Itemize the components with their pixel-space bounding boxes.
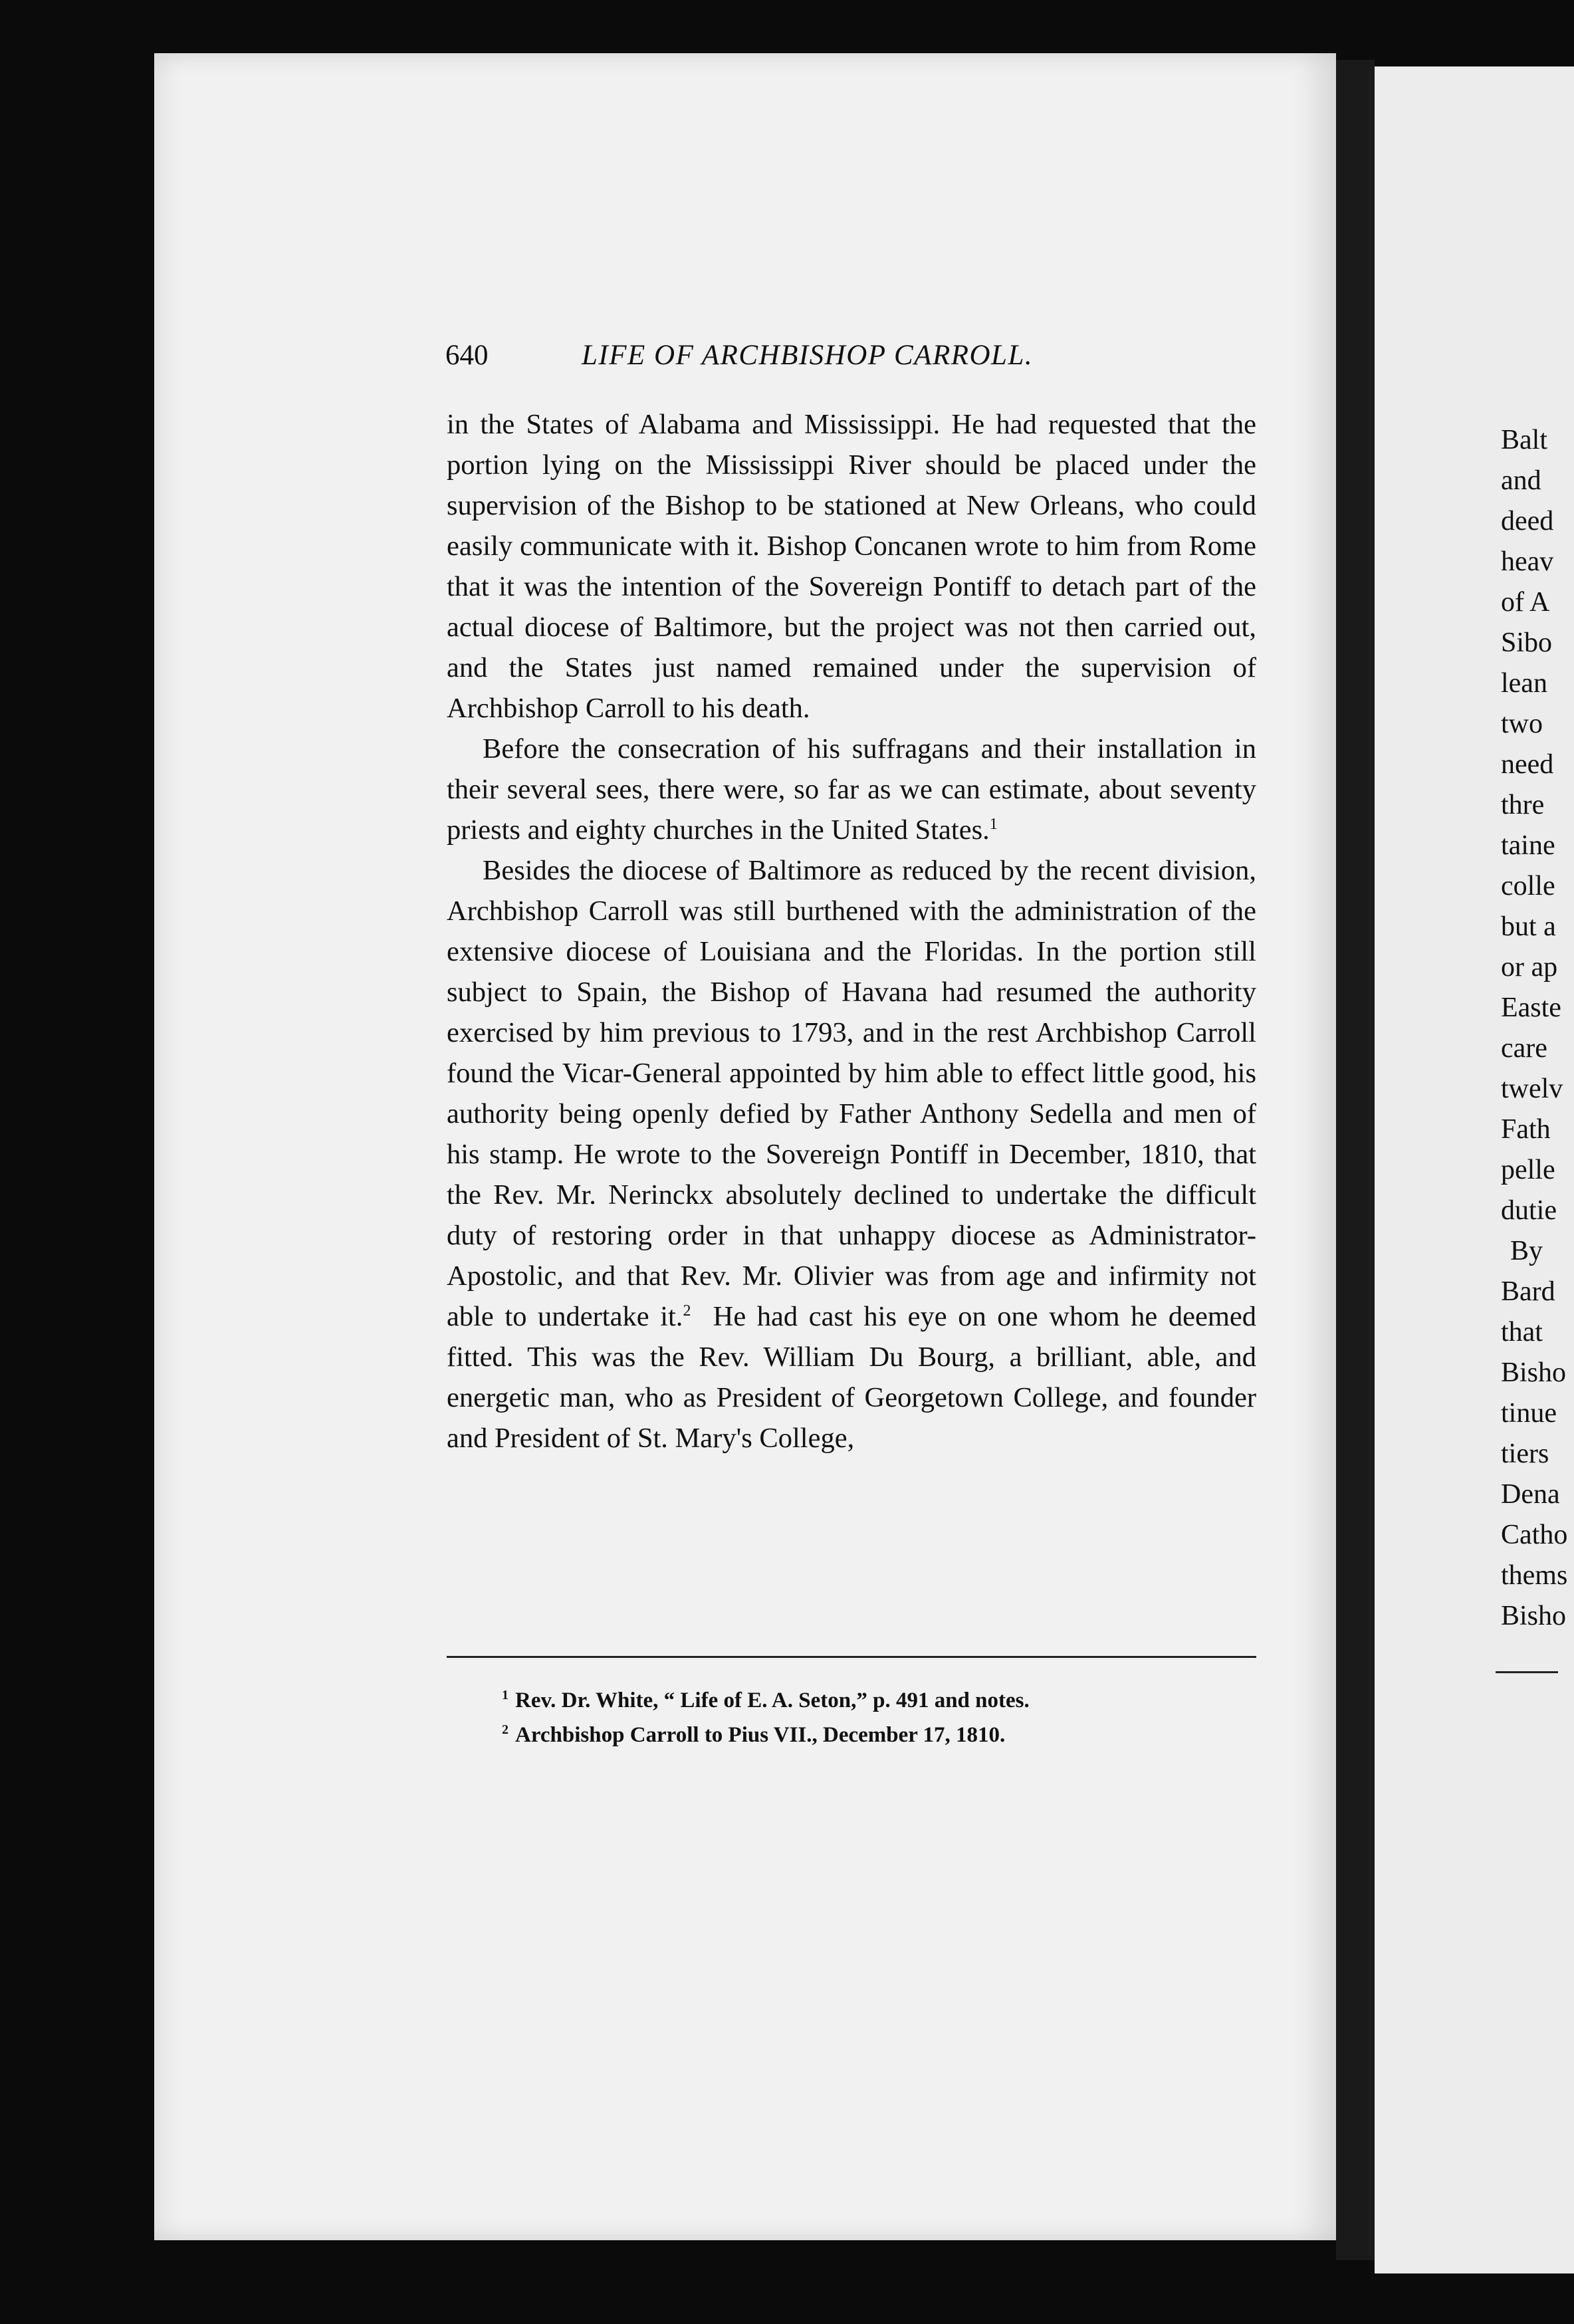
paragraph-3 xyxy=(447,850,1256,1458)
facing-page-line: Bisho xyxy=(1501,1357,1567,1388)
paragraph-2-text: Before the consecration of his suffragans and their installation in their several sees, there were, so far as we can estimate, about seventy priests and eighty churches in the United States. xyxy=(447,733,1256,846)
facing-page-line: lean xyxy=(1501,668,1547,699)
facing-page-line: but a xyxy=(1501,911,1556,942)
facing-page-line: dutie xyxy=(1501,1195,1557,1226)
body-text xyxy=(447,404,1256,1458)
facing-page-line: Balt xyxy=(1501,425,1547,455)
facing-page-line: Dena xyxy=(1501,1479,1560,1510)
running-title: LIFE OF ARCHBISHOP CARROLL. xyxy=(582,340,1034,371)
facing-page-line: Catho xyxy=(1501,1520,1568,1550)
facing-page-line: need xyxy=(1501,749,1554,780)
facing-page-line: Bisho xyxy=(1501,1601,1567,1631)
page-number: 640 xyxy=(445,340,489,371)
facing-page-line: care xyxy=(1501,1033,1547,1064)
facing-page-line: thems xyxy=(1501,1560,1568,1591)
footnote-marker: 1 xyxy=(502,1688,508,1702)
facing-page-line: taine xyxy=(1501,830,1555,861)
facing-page-line: colle xyxy=(1501,871,1555,901)
facing-page-line: Easte xyxy=(1501,992,1561,1023)
footnote-text: Archbishop Carroll to Pius VII., December 17, 1810. xyxy=(515,1723,1006,1747)
facing-page-text xyxy=(1501,420,1568,1637)
facing-page-line: Fath xyxy=(1501,1114,1551,1145)
paragraph-3-text-b: He had cast his eye on one whom he deemed fitted. This was the Rev. William Du Bourg, a brilliant, able, and energetic man, who as President of Georgetown College, and founder and President of St. Mary's College, xyxy=(447,1301,1256,1454)
paragraph-1: in the States of Alabama and Mississippi. He had requested that the portion lying on the Mississippi River should be placed under the supervision of the Bishop to be stationed at New Orleans, who could easily communicate with it. Bishop Concanen wrote to him from Rome that it was the intention of the Sovereign Pontiff to detach part of the actual diocese of Baltimore, but the project was not then carried out, and the States just named remained under the supervision of Archbishop Carroll to his death. xyxy=(447,409,1256,724)
book-gutter xyxy=(1336,60,1375,2260)
footnote-marker: 2 xyxy=(502,1722,508,1737)
footnote-ref-2: 2 xyxy=(683,1302,691,1320)
facing-page-line: pelle xyxy=(1501,1155,1555,1185)
facing-page-rule xyxy=(1496,1671,1558,1673)
facing-page-line: or ap xyxy=(1501,952,1558,983)
facing-page-line: two xyxy=(1501,709,1543,739)
page-header xyxy=(445,339,1256,379)
footnote-text: Rev. Dr. White, “ Life of E. A. Seton,” p. 491 and notes. xyxy=(515,1688,1030,1712)
facing-page-line: twelv xyxy=(1501,1074,1563,1104)
facing-page-line: Sibo xyxy=(1501,628,1553,658)
footnotes xyxy=(502,1683,1260,1752)
paragraph-3-text-a: Besides the diocese of Baltimore as reduced by the recent division, Archbishop Carroll was still burthened with the administration of the extensive diocese of Louisiana and the Floridas. In the portion still subject to Spain, the Bishop of Havana had resumed the authority exercised by him previous to 1793, and in the rest Archbishop Carroll found the Vicar-General appointed by him able to effect little good, his authority being openly defied by Father Anthony Sedella and men of his stamp. He wrote to the Sovereign Pontiff in December, 1810, that the Rev. Mr. Nerinckx absolutely declined to undertake the difficult duty of restoring order in that unhappy diocese as Administrator-Apostolic, and that Rev. Mr. Olivier was from age and infirmity not able to undertake it. xyxy=(447,855,1256,1332)
facing-page-line: heav xyxy=(1501,546,1554,577)
facing-page-line: that xyxy=(1501,1317,1543,1347)
footnote-ref-1: 1 xyxy=(989,815,998,833)
facing-page-line: and xyxy=(1501,465,1541,496)
facing-page-line: tiers xyxy=(1501,1439,1549,1469)
footnote xyxy=(502,1683,1260,1718)
facing-page-line: of A xyxy=(1501,587,1550,618)
facing-page-line: tinue xyxy=(1501,1398,1557,1429)
paragraph-2 xyxy=(447,729,1256,850)
facing-page-line: thre xyxy=(1501,790,1545,820)
facing-page-line: Bard xyxy=(1501,1276,1555,1307)
facing-page-line: By xyxy=(1510,1236,1543,1266)
footnote xyxy=(502,1718,1260,1752)
footnote-rule xyxy=(447,1656,1256,1658)
facing-page-line: deed xyxy=(1501,506,1554,536)
